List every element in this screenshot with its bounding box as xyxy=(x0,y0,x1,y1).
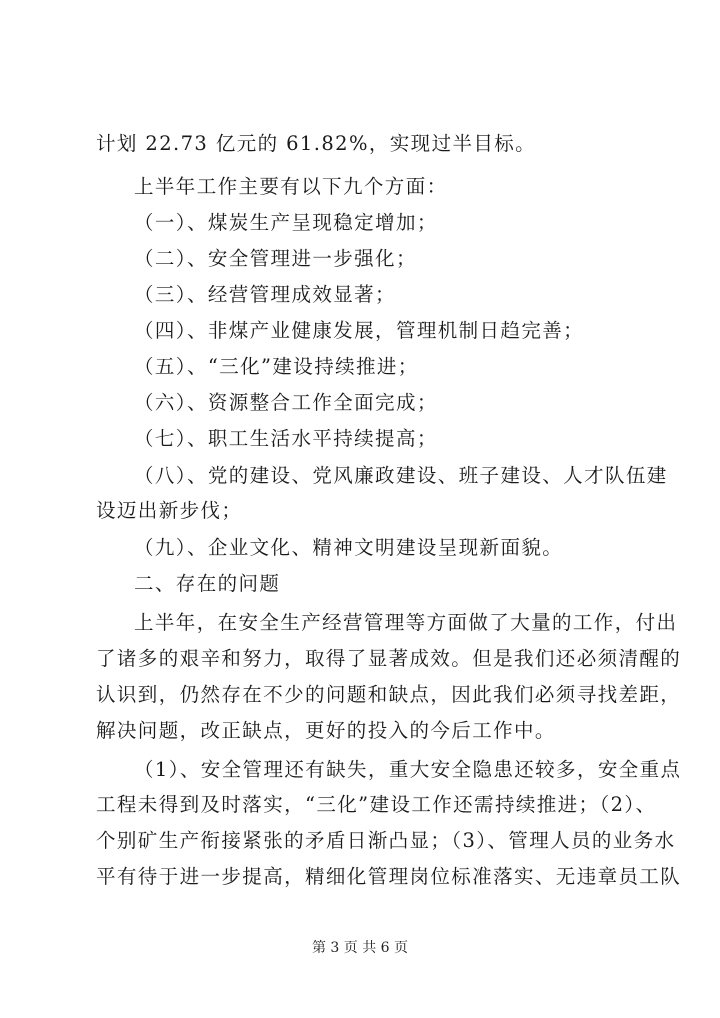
list-item: （五）、“三化”建设持续推进； xyxy=(134,355,419,378)
paragraph-line: （1）、安全管理还有缺失，重大安全隐患还较多，安全重点 xyxy=(134,758,682,781)
list-item: （八）、党的建设、党风廉政建设、班子建设、人才队伍建 xyxy=(134,464,668,487)
list-item: （六）、资源整合工作全面完成； xyxy=(134,391,438,414)
paragraph-line: 解决问题，改正缺点，更好的投入的今后工作中。 xyxy=(96,719,556,742)
list-item-continuation: 设迈出新步伐； xyxy=(96,499,243,522)
paragraph-line: 计划 22.73 亿元的 61.82%，实现过半目标。 xyxy=(96,132,537,155)
page-number-footer: 第 3 页 共 6 页 xyxy=(311,940,409,956)
paragraph-line: 工程未得到及时落实，“三化”建设工作还需持续推进；（2）、 xyxy=(96,793,657,816)
paragraph-line: 认识到，仍然存在不少的问题和缺点，因此我们必须寻找差距， xyxy=(96,683,682,706)
paragraph-line: 平有待于进一步提高，精细化管理岗位标准落实、无违章员工队 xyxy=(96,865,682,888)
list-item: （三）、经营管理成效显著； xyxy=(134,283,396,306)
section-heading: 二、存在的问题 xyxy=(134,572,281,595)
paragraph-line: 上半年，在安全生产经营管理等方面做了大量的工作，付出 xyxy=(134,611,678,634)
list-item: （二）、安全管理进一步强化； xyxy=(134,247,417,270)
paragraph-line: 上半年工作主要有以下九个方面： xyxy=(134,175,448,198)
list-item: （一）、煤炭生产呈现稳定增加； xyxy=(134,211,438,234)
list-item: （四）、非煤产业健康发展，管理机制日趋完善； xyxy=(134,319,585,342)
list-item: （九）、企业文化、精神文明建设呈现新面貌。 xyxy=(134,536,564,559)
paragraph-line: 个别矿生产衔接紧张的矛盾日渐凸显；（3）、管理人员的业务水 xyxy=(96,829,676,852)
list-item: （七）、职工生活水平持续提高； xyxy=(134,427,438,450)
paragraph-line: 了诸多的艰辛和努力，取得了显著成效。但是我们还必须清醒的 xyxy=(96,647,682,670)
